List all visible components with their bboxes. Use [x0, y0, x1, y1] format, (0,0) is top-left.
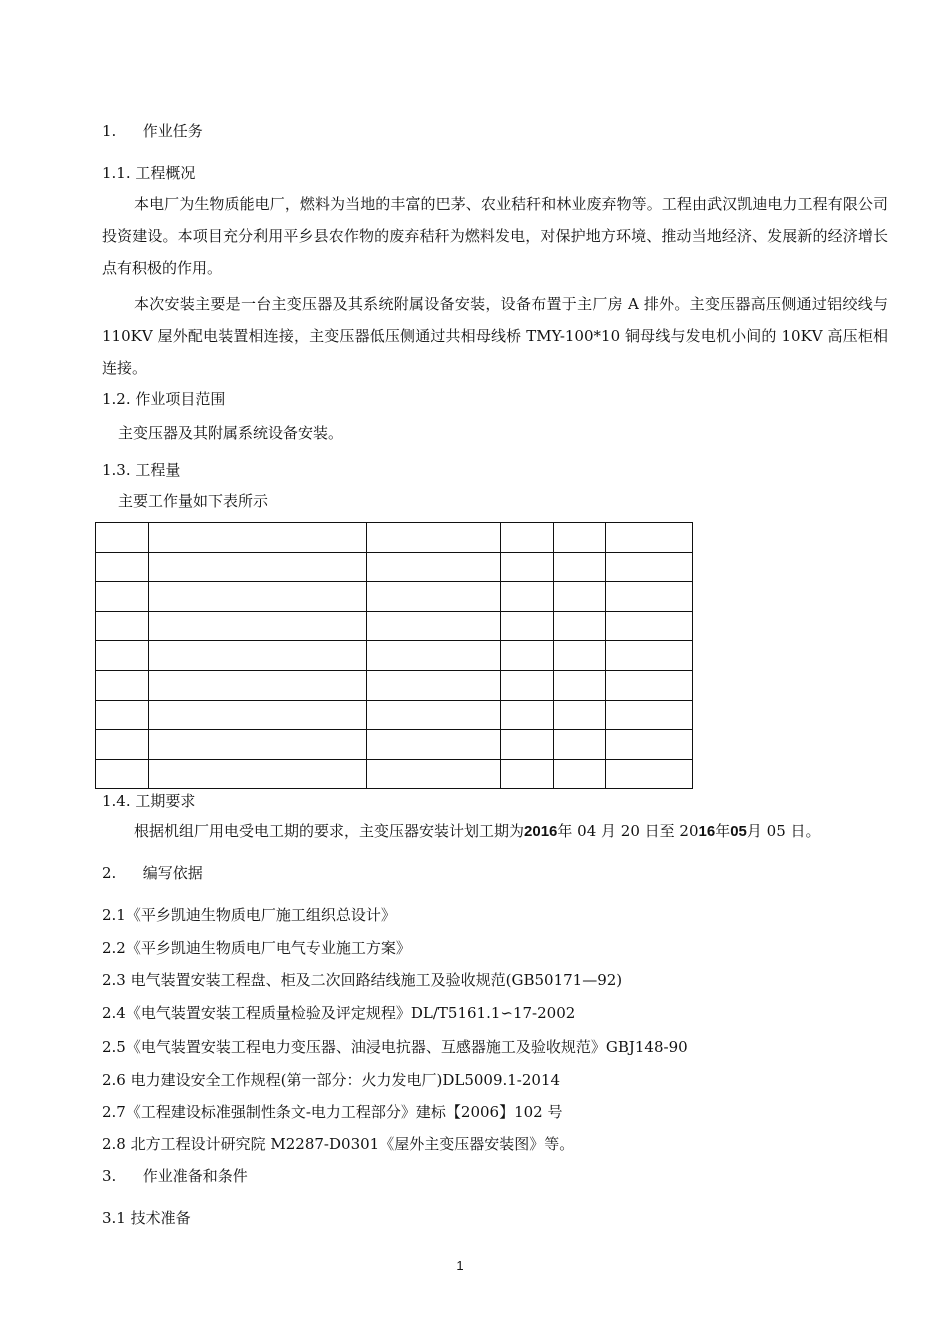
reference-item-6: 2.6 电力建设安全工作规程(第一部分：火力发电厂)DL5009.1-2014	[102, 1071, 561, 1089]
reference-item-4: 2.4《电气装置安装工程质量检验及评定规程》DL/T5161.1∽17-2002	[102, 1004, 576, 1022]
subsection-1-1-heading: 1.1. 工程概况	[102, 164, 196, 182]
table-row	[96, 582, 693, 612]
reference-item-5: 2.5《电气装置安装工程电力变压器、油浸电抗器、互感器施工及验收规范》GBJ148-90	[102, 1038, 688, 1056]
table-row	[96, 759, 693, 789]
table-row	[96, 611, 693, 641]
page-number: 1	[456, 1258, 464, 1273]
schedule-end-year: 16	[698, 823, 716, 840]
reference-item-7: 2.7《工程建设标准强制性条文-电力工程部分》建标【2006】102 号	[102, 1103, 563, 1121]
section-number: 2.	[102, 864, 117, 882]
section-number: 3.	[102, 1167, 117, 1185]
schedule-start-date: 年 04 月 20 日至 20	[557, 822, 699, 840]
schedule-text	[134, 821, 821, 842]
overview-paragraph-1: 本电厂为生物质能电厂，燃料为当地的丰富的巴茅、农业秸秆和林业废弃物等。工程由武汉凯迪电力工程有限公司投资建设。本项目充分利用平乡县农作物的废弃秸秆为燃料发电，对保护地方环境、推动当地经济、发展新的经济增长点有积极的作用。	[102, 195, 888, 277]
subsection-1-3-heading: 1.3. 工程量	[102, 461, 181, 479]
subsection-3-1-heading: 3.1 技术准备	[102, 1209, 191, 1227]
schedule-end-day: 月 05 日。	[746, 822, 821, 840]
schedule-start-year: 2016	[524, 823, 558, 840]
schedule-text-lead: 根据机组厂用电受电工期的要求，主变压器安装计划工期为	[134, 822, 525, 840]
section-1-heading	[102, 121, 203, 141]
quantity-table	[95, 522, 693, 789]
reference-item-1: 2.1《平乡凯迪生物质电厂施工组织总设计》	[102, 906, 396, 924]
section-2-heading	[102, 863, 203, 883]
scope-text: 主变压器及其附属系统设备安装。	[118, 424, 344, 442]
table-row	[96, 641, 693, 671]
section-title: 编写依据	[142, 864, 203, 882]
overview-paragraph-2: 本次安装主要是一台主变压器及其系统附属设备安装，设备布置于主厂房 A 排外。主变压器高压侧通过铝绞线与 110KV 屋外配电装置相连接，主变压器低压侧通过共相母线桥 TMY-100*10 铜母线与发电机小间的 10KV 高压柜相连接。	[102, 295, 888, 377]
table-row	[96, 523, 693, 553]
table-row	[96, 730, 693, 760]
table-row	[96, 552, 693, 582]
subsection-1-4-heading: 1.4. 工期要求	[102, 792, 196, 810]
quantity-intro: 主要工作量如下表所示	[118, 492, 269, 510]
section-3-heading	[102, 1166, 248, 1186]
schedule-end-month: 05	[730, 823, 747, 840]
subsection-1-2-heading: 1.2. 作业项目范围	[102, 390, 226, 408]
section-title: 作业准备和条件	[142, 1167, 248, 1185]
table-row	[96, 700, 693, 730]
schedule-year-char: 年	[715, 822, 731, 840]
section-title: 作业任务	[142, 122, 203, 140]
reference-item-8: 2.8 北方工程设计研究院 M2287-D0301《屋外主变压器安装图》等。	[102, 1135, 575, 1153]
reference-item-3: 2.3 电气装置安装工程盘、柜及二次回路结线施工及验收规范(GB50171—92)	[102, 971, 623, 989]
table-row	[96, 670, 693, 700]
section-number: 1.	[102, 122, 117, 140]
reference-item-2: 2.2《平乡凯迪生物质电厂电气专业施工方案》	[102, 939, 411, 957]
